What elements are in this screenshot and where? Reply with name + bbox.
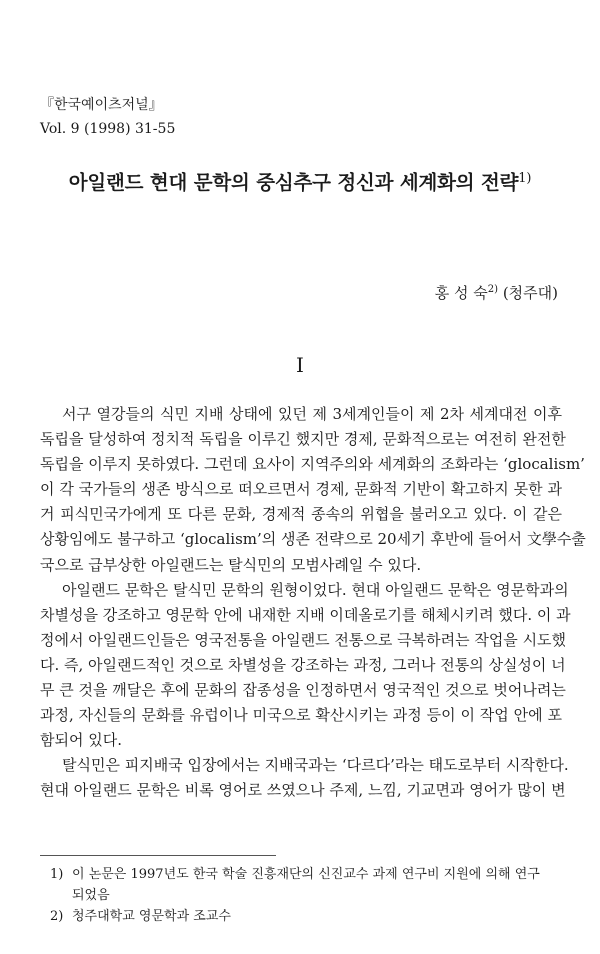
paper-title-text: 아일랜드 현대 문학의 중심추구 정신과 세계화의 전략	[68, 171, 519, 194]
section-heading: I	[296, 353, 304, 377]
paper-title	[0, 167, 600, 195]
body-line: 무 큰 것을 깨달은 후에 문화의 잡종성을 인정하면서 영국적인 것으로 벗어나려는	[40, 681, 566, 700]
body-text	[40, 402, 586, 804]
volume-info: Vol. 9 (1998) 31-55	[40, 121, 176, 137]
footnote-mark: 1)	[50, 867, 64, 882]
body-line: 독립을 이루지 못하였다. 그런데 요사이 지역주의와 세계화의 조화라는 ‘glocalism’	[40, 455, 585, 474]
footnote-text: 되었음	[72, 888, 110, 903]
body-line: 탈식민은 피지배국 입장에서는 지배국과는 ‘다르다’라는 태도로부터 시작한다.	[62, 756, 569, 775]
author-footnote-ref[interactable]: 2)	[487, 284, 499, 295]
body-line: 현대 아일랜드 문학은 비록 영어로 쓰였으나 주제, 느낌, 기교면과 영어가 많이 변	[40, 781, 566, 800]
body-line: 정에서 아일랜드인들은 영국전통을 아일랜드 전통으로 극복하려는 작업을 시도했	[40, 630, 567, 649]
footnote-line	[50, 885, 562, 906]
footnote-line	[50, 864, 562, 885]
footnote-mark	[50, 885, 72, 906]
footnote-text: 이 논문은 1997년도 한국 학술 진흥재단의 신진교수 과제 연구비 지원에 의해 연구	[72, 867, 540, 882]
journal-name: 『한국예이츠저널』	[40, 97, 163, 113]
footnotes	[50, 864, 562, 927]
footnote-mark: 2)	[50, 909, 64, 924]
body-line: 독립을 달성하여 정치적 독립을 이루긴 했지만 경제, 문화적으로는 여전히 완전한	[40, 430, 566, 449]
footnote-line	[50, 906, 562, 927]
footnote-text: 청주대학교 영문학과 조교수	[72, 909, 231, 924]
body-line: 함되어 있다.	[40, 731, 122, 750]
body-line: 과정, 자신들의 문화를 유럽이나 미국으로 확산시키는 과정 등이 이 작업 안에 포	[40, 706, 562, 725]
title-footnote-ref[interactable]: 1)	[518, 171, 532, 186]
body-line: 아일랜드 문학은 탈식민 문학의 원형이었다. 현대 아일랜드 문학은 영문학과의	[62, 580, 569, 599]
body-line: 상황임에도 불구하고 ‘glocalism’의 생존 전략으로 20세기 후반에 들어서 文學수출	[40, 530, 586, 549]
body-line: 거 피식민국가에게 또 다른 문화, 경제적 종속의 위협을 불러오고 있다. 이 같은	[40, 505, 562, 524]
body-line: 다. 즉, 아일랜드적인 것으로 차별성을 강조하는 과정, 그러나 전통의 상실성이 너	[40, 655, 566, 674]
body-line: 국으로 급부상한 아일랜드는 탈식민의 모범사례일 수 있다.	[40, 555, 422, 574]
body-line: 서구 열강들의 식민 지배 상태에 있던 제 3세계인들이 제 2차 세계대전 이후	[62, 405, 562, 423]
author-affiliation: (청주대)	[502, 284, 558, 302]
body-line: 차별성을 강조하고 영문학 안에 내재한 지배 이데올로기를 해체시키려 했다. 이 과	[40, 605, 571, 624]
footnote-divider	[40, 855, 276, 856]
author-line	[435, 282, 558, 303]
author-name: 홍 성 숙	[434, 284, 488, 302]
body-line: 이 각 국가들의 생존 방식으로 떠오르면서 경제, 문화적 기반이 확고하지 못한 과	[40, 480, 562, 499]
